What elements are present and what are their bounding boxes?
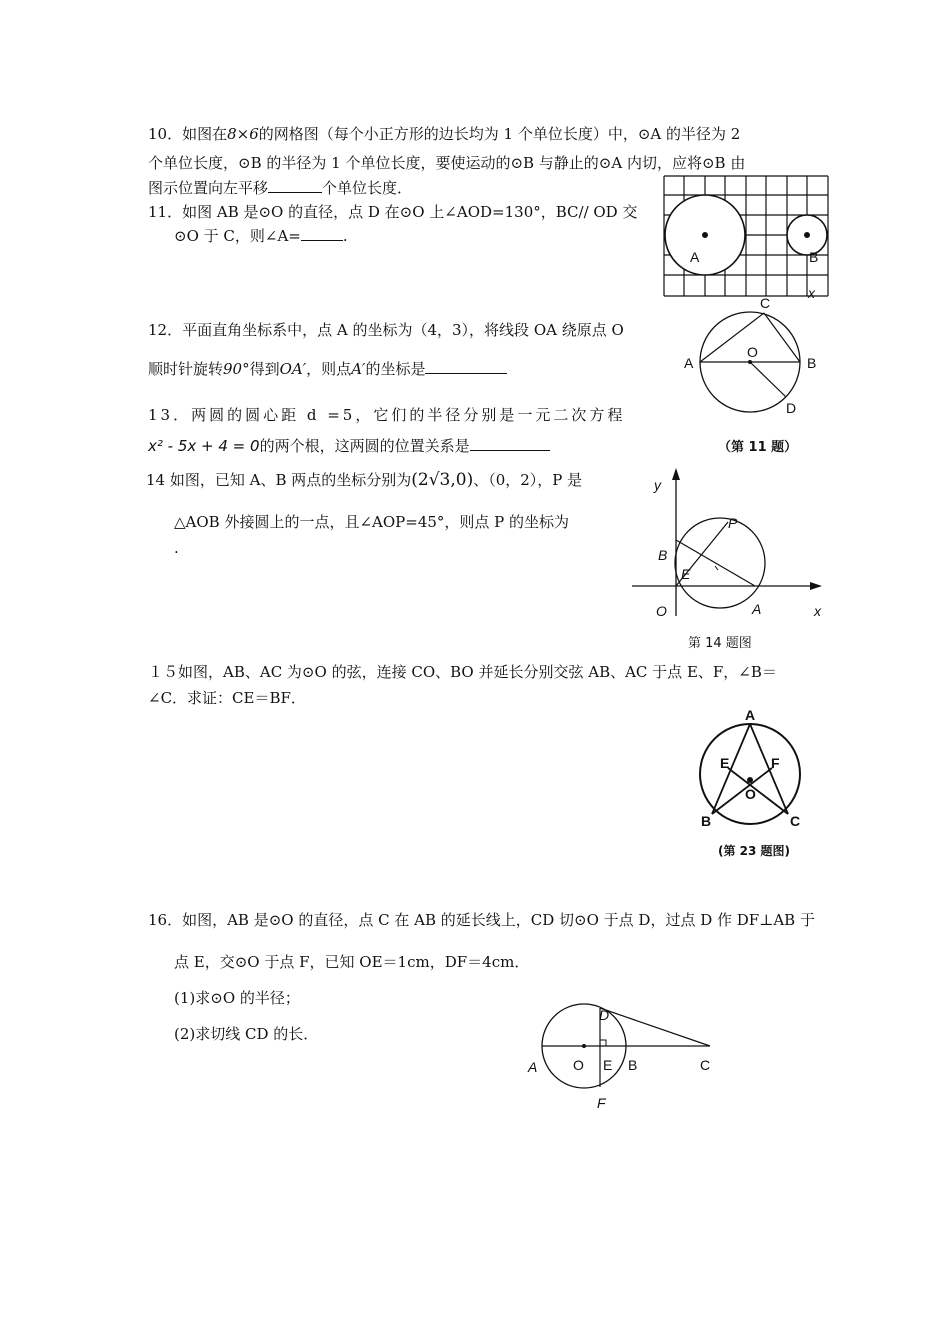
q10-line3-end: 个单位长度． [322, 179, 413, 197]
q16-label-b: B [628, 1057, 638, 1073]
q10-grid-figure [660, 172, 840, 302]
q14-label-y: y [654, 477, 661, 493]
q12-a-prime: A′ [351, 360, 366, 378]
q12-deg: 90° [223, 360, 250, 378]
q11-answer-blank[interactable] [301, 226, 343, 241]
q11-line2 [174, 226, 348, 246]
q14-coord-a: (2√3,0) [411, 470, 474, 490]
q10-label-b: B [809, 249, 819, 265]
q16-label-d: D [599, 1007, 610, 1023]
q11-line2-end: . [342, 227, 348, 245]
q10-line3-text: 图示位置向左平移 [148, 179, 269, 197]
q12-line2-d: 的坐标是 [365, 360, 426, 378]
q14-label-b: B [658, 547, 668, 563]
q15-label-c: C [790, 813, 801, 829]
q15-line2: ∠C．求证：CE＝BF． [148, 689, 306, 707]
q12-oa-prime: OA′ [279, 360, 307, 378]
q14-line2: △AOB 外接圆上的一点，且∠AOP=45°，则点 P 的坐标为 [174, 513, 570, 531]
q16-line2: 点 E，交⊙O 于点 F，已知 OE＝1cm，DF＝4cm． [174, 953, 530, 971]
q11-caption: （第 11 题） [718, 440, 798, 455]
q15-figure [694, 708, 810, 834]
q16-sub1: (1)求⊙O 的半径； [174, 989, 300, 1007]
q11-label-c: C [760, 295, 771, 311]
q14-label-o: O [656, 603, 667, 619]
q14-caption: 第 14 题图 [688, 636, 752, 651]
q11-label-d: D [786, 400, 797, 416]
q10-line1 [148, 124, 740, 144]
q16-label-a: A [528, 1059, 538, 1075]
q11-line1: 11．如图 AB 是⊙O 的直径，点 D 在⊙O 上∠AOD=130°，BC// OD 交 [148, 203, 638, 221]
q16-label-o: O [573, 1057, 584, 1073]
q12-line2-c: ，则点 [306, 360, 352, 378]
q16-line1: 16．如图，AB 是⊙O 的直径，点 C 在 AB 的延长线上，CD 切⊙O 于点 D，过点 D 作 DF⊥AB 于 [148, 911, 815, 929]
q12-answer-blank[interactable] [425, 359, 507, 374]
q11-figure [680, 296, 830, 422]
q13-line2-text: 的两个根，这两圆的位置关系是 [259, 437, 470, 455]
q16-label-f: F [597, 1095, 606, 1111]
q14-label-a: A [752, 601, 762, 617]
q10-prefix: 10．如图在 [148, 125, 228, 143]
q16-label-e: E [603, 1057, 613, 1073]
q10-label-a: A [690, 249, 700, 265]
q14-line1-a: 14 如图，已知 A、B 两点的坐标分别为 [146, 471, 412, 489]
q13-line1: 13．两圆的圆心距 d =5，它们的半径分别是一元二次方程 [148, 406, 626, 424]
q10-line1-rest: 的网格图（每个小正方形的边长均为 1 个单位长度）中，⊙A 的半径为 2 [258, 125, 741, 143]
q15-label-b: B [701, 813, 712, 829]
q12-line2 [148, 359, 507, 379]
q14-label-p: P [728, 515, 738, 531]
q13-answer-blank[interactable] [470, 436, 550, 451]
q12-line2-a: 顺时针旋转 [148, 360, 224, 378]
q11-label-o: O [747, 344, 758, 360]
q12-line2-b: 得到 [249, 360, 280, 378]
q10-answer-blank[interactable] [268, 178, 322, 193]
q11-label-a: A [684, 355, 694, 371]
q13-equation: x² - 5x + 4 = 0 [148, 437, 260, 455]
q16-sub2: (2)求切线 CD 的长． [174, 1025, 319, 1043]
q14-line1 [146, 470, 582, 490]
q12-line1: 12．平面直角坐标系中，点 A 的坐标为（4，3），将线段 OA 绕原点 O [148, 321, 624, 339]
q11-line2-text: ⊙O 于 C，则∠A= [174, 227, 301, 245]
q15-label-f: F [771, 755, 780, 771]
q13-line2 [148, 436, 550, 456]
q15-label-e: E [720, 755, 730, 771]
q10-grid-size: 8×6 [227, 125, 259, 143]
q14-line3: . [174, 539, 179, 557]
q11-label-b: B [807, 355, 817, 371]
q16-figure [520, 1000, 720, 1120]
q15-caption: (第 23 题图) [718, 844, 791, 858]
q10-line2: 个单位长度，⊙B 的半径为 1 个单位长度，要使运动的⊙B 与静止的⊙A 内切，应将⊙B 由 [148, 154, 746, 172]
q16-label-c: C [700, 1057, 711, 1073]
q15-label-o: O [745, 786, 756, 802]
q14-line1-b: 、（0，2），P 是 [473, 471, 583, 489]
q14-label-x: x [814, 603, 821, 619]
q15-label-a: A [745, 707, 756, 723]
q15-line1: １５如图，AB、AC 为⊙O 的弦，连接 CO、BO 并延长分别交弦 AB、AC 于点 E、F，∠B＝ [148, 663, 777, 681]
q10-label-x: x [808, 285, 815, 301]
q10-line3 [148, 178, 412, 198]
q14-label-e: E [681, 566, 691, 582]
q14-figure [630, 466, 830, 626]
